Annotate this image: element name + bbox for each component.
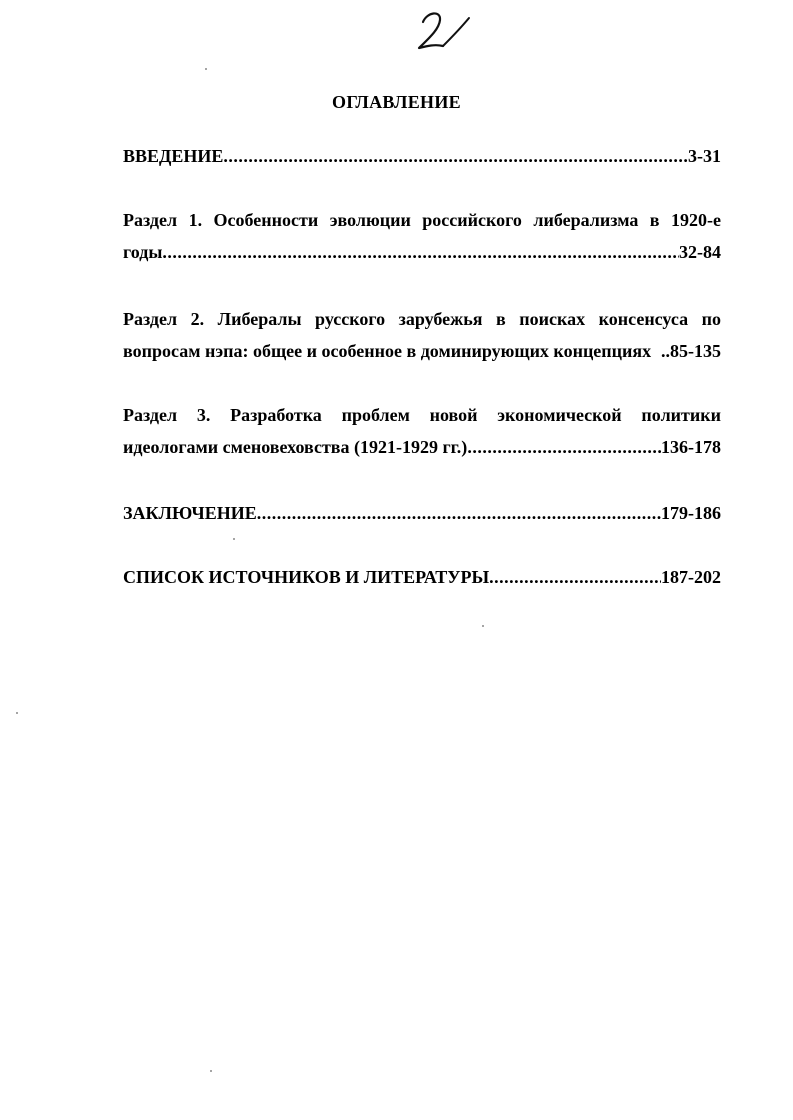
handwritten-page-number [413, 8, 473, 54]
toc-entry-title-line-1: Раздел 2. Либералы русского зарубежья в поисках консенсуса по [123, 309, 721, 329]
toc-line [123, 497, 721, 529]
toc-entry-sources [123, 561, 721, 593]
scan-speck [205, 68, 207, 70]
toc-entry-title: ВВЕДЕНИЕ [123, 146, 224, 166]
dot-leader [489, 561, 661, 593]
toc-entry-pages: 187-202 [661, 567, 721, 587]
toc-entry-title-line-2: идеологами сменовеховства (1921-1929 гг.) [123, 437, 468, 457]
toc-entry-pages: 32-84 [679, 242, 721, 262]
toc-entry-section-2 [123, 303, 721, 367]
toc-line [123, 236, 721, 268]
toc-entry-pages: 179-186 [661, 503, 721, 523]
toc-line [123, 561, 721, 593]
toc-entry-title: ЗАКЛЮЧЕНИЕ [123, 503, 257, 523]
toc-entry-section-1 [123, 204, 721, 268]
toc-line [123, 140, 721, 172]
toc-entry-title-line-2: вопросам нэпа: общее и особенное в доминирующих концепциях [123, 341, 652, 361]
toc-line [123, 431, 721, 463]
dot-leader [223, 140, 688, 172]
page-title: ОГЛАВЛЕНИЕ [332, 92, 461, 112]
dot-leader [162, 236, 679, 268]
toc-entry-introduction [123, 140, 721, 172]
toc-entry-conclusion [123, 497, 721, 529]
dot-leader [467, 431, 661, 463]
toc-entry-section-3 [123, 399, 721, 463]
scan-speck [210, 1070, 212, 1072]
scan-speck [16, 712, 18, 714]
toc-entry-title-line-2: годы [123, 242, 163, 262]
toc-line [123, 335, 721, 367]
toc-entry-title-line-1: Раздел 3. Разработка проблем новой экономической политики [123, 405, 721, 425]
scan-speck [233, 538, 235, 540]
handwritten-page-number-mark [413, 8, 473, 54]
dot-leader [257, 497, 661, 529]
toc-entry-pages: 136-178 [661, 437, 721, 457]
scan-speck [482, 625, 484, 627]
toc-entry-pages: ..85-135 [661, 341, 721, 361]
toc-entry-title-line-1: Раздел 1. Особенности эволюции российского либерализма в 1920-е [123, 210, 721, 230]
toc-entry-title: СПИСОК ИСТОЧНИКОВ И ЛИТЕРАТУРЫ [123, 567, 490, 587]
toc-entry-pages: 3-31 [688, 146, 721, 166]
